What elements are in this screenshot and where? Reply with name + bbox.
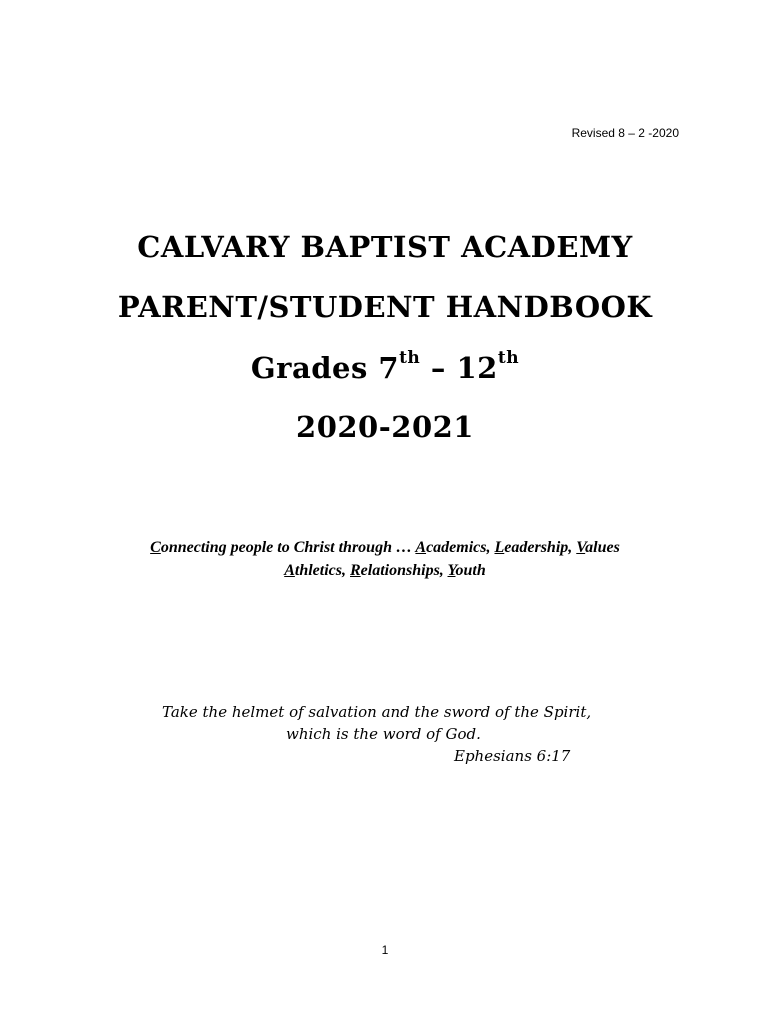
mission-text: eadership, <box>504 539 577 556</box>
grades-sup-2: th <box>497 348 520 369</box>
verse-line-1: Take the helmet of salvation and the sword of the Spirit, <box>162 703 592 721</box>
grades-sup-1: th <box>399 348 421 369</box>
grades-heading <box>0 348 770 385</box>
mission-line-1 <box>0 536 770 559</box>
mission-initial: Y <box>447 562 456 579</box>
grades-mid: – 12 <box>420 351 498 385</box>
mission-text: elationships, <box>360 562 448 579</box>
school-title: CALVARY BAPTIST ACADEMY <box>137 230 633 264</box>
mission-initial: R <box>350 562 361 579</box>
mission-text: outh <box>455 562 486 579</box>
page-number: 1 <box>381 943 389 957</box>
revised-date: Revised 8 – 2 -2020 <box>571 126 679 140</box>
mission-text: onnecting people to Christ through … <box>160 539 416 556</box>
grades-prefix: Grades 7 <box>250 351 400 385</box>
verse-line-2: which is the word of God. <box>286 725 481 743</box>
school-year: 2020-2021 <box>296 410 474 444</box>
mission-initial: C <box>150 539 161 556</box>
mission-text: cademics, <box>426 539 495 556</box>
handbook-title: PARENT/STUDENT HANDBOOK <box>117 290 653 324</box>
mission-initial: V <box>576 539 586 556</box>
mission-line-2 <box>0 559 770 582</box>
mission-initial: A <box>284 562 295 579</box>
mission-initial: A <box>415 539 427 556</box>
mission-text: thletics, <box>294 562 350 579</box>
mission-initial: L <box>494 539 505 556</box>
verse-reference: Ephesians 6:17 <box>454 747 571 765</box>
mission-text: alues <box>585 539 620 556</box>
